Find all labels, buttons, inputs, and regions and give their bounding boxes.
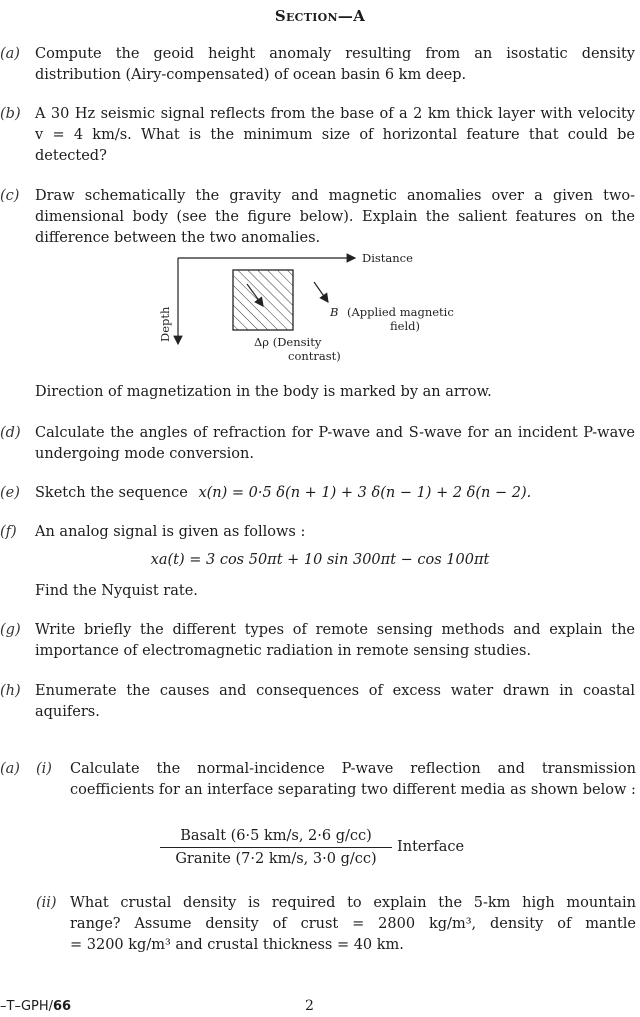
- question-b-line2: v = 4 km/s. What is the minimum size of horizontal feature that could be: [35, 127, 635, 143]
- question-c-text: Draw schematically the gravity and magnetic anomalies over a given two-dimensional body (see the figure below). Explain the salient features on the difference between the two anomalies.: [35, 188, 635, 246]
- q2-sub-ii-line2: range? Assume density of crust = 2800 kg/m³, density of mantle: [70, 916, 636, 932]
- question-label-a: (a): [0, 46, 20, 62]
- question-b-line3: detected?: [35, 148, 107, 164]
- question-label-g: (g): [0, 622, 21, 638]
- question-label-c: (c): [0, 188, 20, 204]
- q2-sub-ii-line1: What crustal density is required to explain the 5-km high mountain: [70, 895, 636, 911]
- figure-caption: Direction of magnetization in the body is marked by an arrow.: [35, 384, 492, 400]
- question-g-text: Write briefly the different types of remote sensing methods and explain the importance of electromagnetic radiation in remote sensing studies.: [35, 622, 635, 659]
- paper-code: [0, 996, 71, 1017]
- q2-sub-ii-label: (ii): [36, 895, 57, 911]
- sequence-equation: x(n) = 0·5 δ(n + 1) + 3 δ(n − 1) + 2 δ(n − 2).: [198, 485, 532, 501]
- question-label-f: (f): [0, 524, 17, 540]
- q2-sub-i-label: (i): [36, 761, 52, 777]
- question-f-text: An analog signal is given as follows :: [35, 524, 306, 540]
- q2-label-a: (a): [0, 761, 20, 777]
- question-label-b: (b): [0, 106, 21, 122]
- b-label: B: [330, 305, 339, 319]
- question-label-h: (h): [0, 683, 21, 699]
- fraction-bar: [160, 847, 392, 848]
- section-heading: Section—A: [274, 7, 366, 25]
- interface-label: Interface: [397, 839, 465, 855]
- question-label-e: (e): [0, 485, 20, 501]
- question-d-text: Calculate the angles of refraction for P-wave and S-wave for an incident P-wave undergoing mode conversion.: [35, 425, 635, 462]
- paper-code-number: 66: [53, 999, 72, 1014]
- hatched-body: [233, 270, 293, 330]
- q2-sub-i-text: Calculate the normal-incidence P-wave reflection and transmission coefficients for an interface separating two different media as shown below :: [70, 761, 636, 798]
- fraction-bottom: Granite (7·2 km/s, 3·0 g/cc): [175, 851, 377, 867]
- applied-field-arrow: [314, 282, 328, 302]
- applied-field-label-2: field): [390, 319, 421, 333]
- question-e-text: Sketch the sequence: [35, 485, 188, 501]
- anomaly-figure: [150, 252, 470, 370]
- depth-label: Depth: [158, 306, 172, 342]
- density-label-1: Δρ (Density: [254, 335, 322, 349]
- question-b-line1: A 30 Hz seismic signal reflects from the base of a 2 km thick layer with velocity: [35, 106, 635, 122]
- fraction-top: Basalt (6·5 km/s, 2·6 g/cc): [180, 828, 372, 844]
- q2-sub-ii-line3: = 3200 kg/m³ and crustal thickness = 40 km.: [70, 937, 404, 953]
- density-label-2: contrast): [288, 349, 341, 363]
- question-h-text: Enumerate the causes and consequences of excess water drawn in coastal aquifers.: [35, 683, 635, 720]
- analog-signal-equation: xa(t) = 3 cos 50πt + 10 sin 300πt − cos 100πt: [150, 552, 490, 568]
- question-f-followup: Find the Nyquist rate.: [35, 583, 198, 599]
- question-a-text: Compute the geoid height anomaly resulting from an isostatic density distribution (Airy-compensated) of ocean basin 6 km deep.: [35, 46, 635, 83]
- question-label-d: (d): [0, 425, 21, 441]
- page-number: 2: [305, 998, 314, 1014]
- paper-code-prefix: –T–GPH/: [0, 999, 54, 1014]
- distance-label: Distance: [362, 252, 413, 265]
- applied-field-label-1: (Applied magnetic: [347, 305, 454, 319]
- question-e-line: [35, 483, 635, 504]
